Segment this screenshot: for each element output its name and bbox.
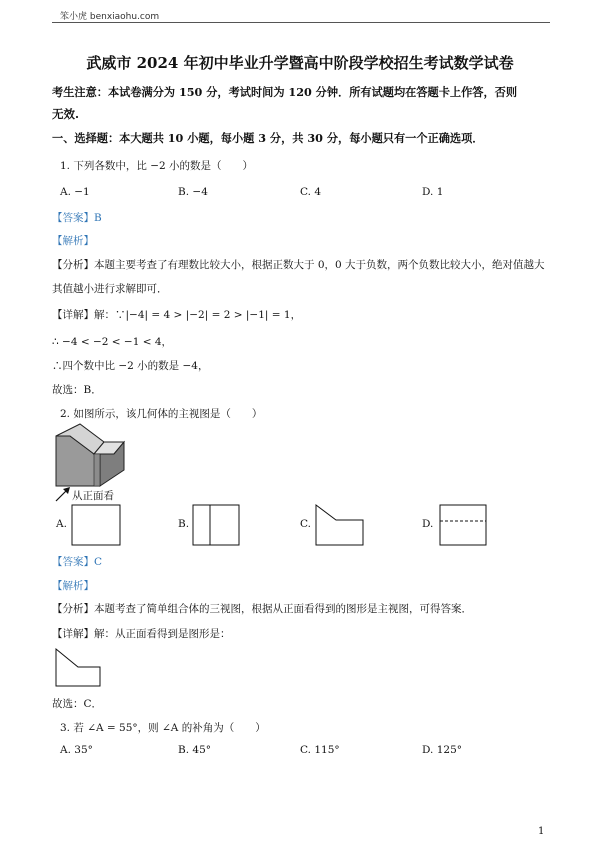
notice-line-2: 无效. [52,107,80,121]
page-number: 1 [538,826,545,837]
q1-step-3: ∴四个数中比 −2 小的数是 −4， [52,360,209,372]
q2-conclusion: 故选：C． [52,698,103,710]
site-watermark: 笨小虎 benxiaohu.com [60,12,160,22]
q2-stem: 2. 如图所示，该几何体的主视图是（ ） [60,408,263,420]
q3-option-a: A. 35° [60,744,93,756]
exam-title: 武威市 2024 年初中毕业升学暨高中阶段学校招生考试数学试卷 [86,54,514,72]
q3-option-c: C. 115° [300,744,340,756]
q1-analysis-line-1: 【分析】本题主要考查了有理数比较大小，根据正数大于 0，0 大于负数，两个负数比较大小，绝对值越大 [52,259,545,271]
q1-option-b: B. −4 [178,186,208,198]
q1-detail: 【详解】解：∵|−4| = 4 > |−2| = 2 > |−1| = 1， [52,309,302,321]
q1-step-2: ∴ −4 < −2 < −1 < 4， [52,336,173,348]
q2-option-a-label: A. [56,518,67,530]
q3-option-b: B. 45° [178,744,212,756]
q2-option-b-label: B. [178,518,190,530]
q1-analysis-line-2: 其值越小进行求解即可． [52,283,168,295]
section-heading: 一、选择题：本大题共 10 小题，每小题 3 分，共 30 分，每小题只有一个正确选项． [52,131,484,145]
q2-answer: 【答案】C [52,556,103,568]
q2-option-d-label: D. [422,518,434,530]
q2-analysis-tag: 【解析】 [52,580,94,592]
q2-detail: 【详解】解：从正面看得到是图形是： [52,628,231,640]
q1-analysis-tag: 【解析】 [52,235,94,247]
notice-line-1: 考生注意：本试卷满分为 150 分，考试时间为 120 分钟．所有试题均在答题卡上作答，否则 [52,85,518,99]
q1-option-a: A. −1 [60,186,90,198]
q1-conclusion: 故选：B． [52,384,102,396]
q1-option-c: C. 4 [300,186,322,198]
q2-analysis: 【分析】本题考查了简单组合体的三视图，根据从正面看得到的图形是主视图，可得答案． [52,603,472,615]
q3-stem: 3. 若 ∠A = 55°，则 ∠A 的补角为（ ） [60,722,266,734]
q2-option-c-label: C. [300,518,311,530]
q1-option-d: D. 1 [422,186,444,198]
q3-option-d: D. 125° [422,744,463,756]
q2-view-label: 从正面看 [72,490,114,502]
q1-stem: 1. 下列各数中，比 −2 小的数是（ ） [60,160,254,172]
q1-answer: 【答案】B [52,212,102,224]
